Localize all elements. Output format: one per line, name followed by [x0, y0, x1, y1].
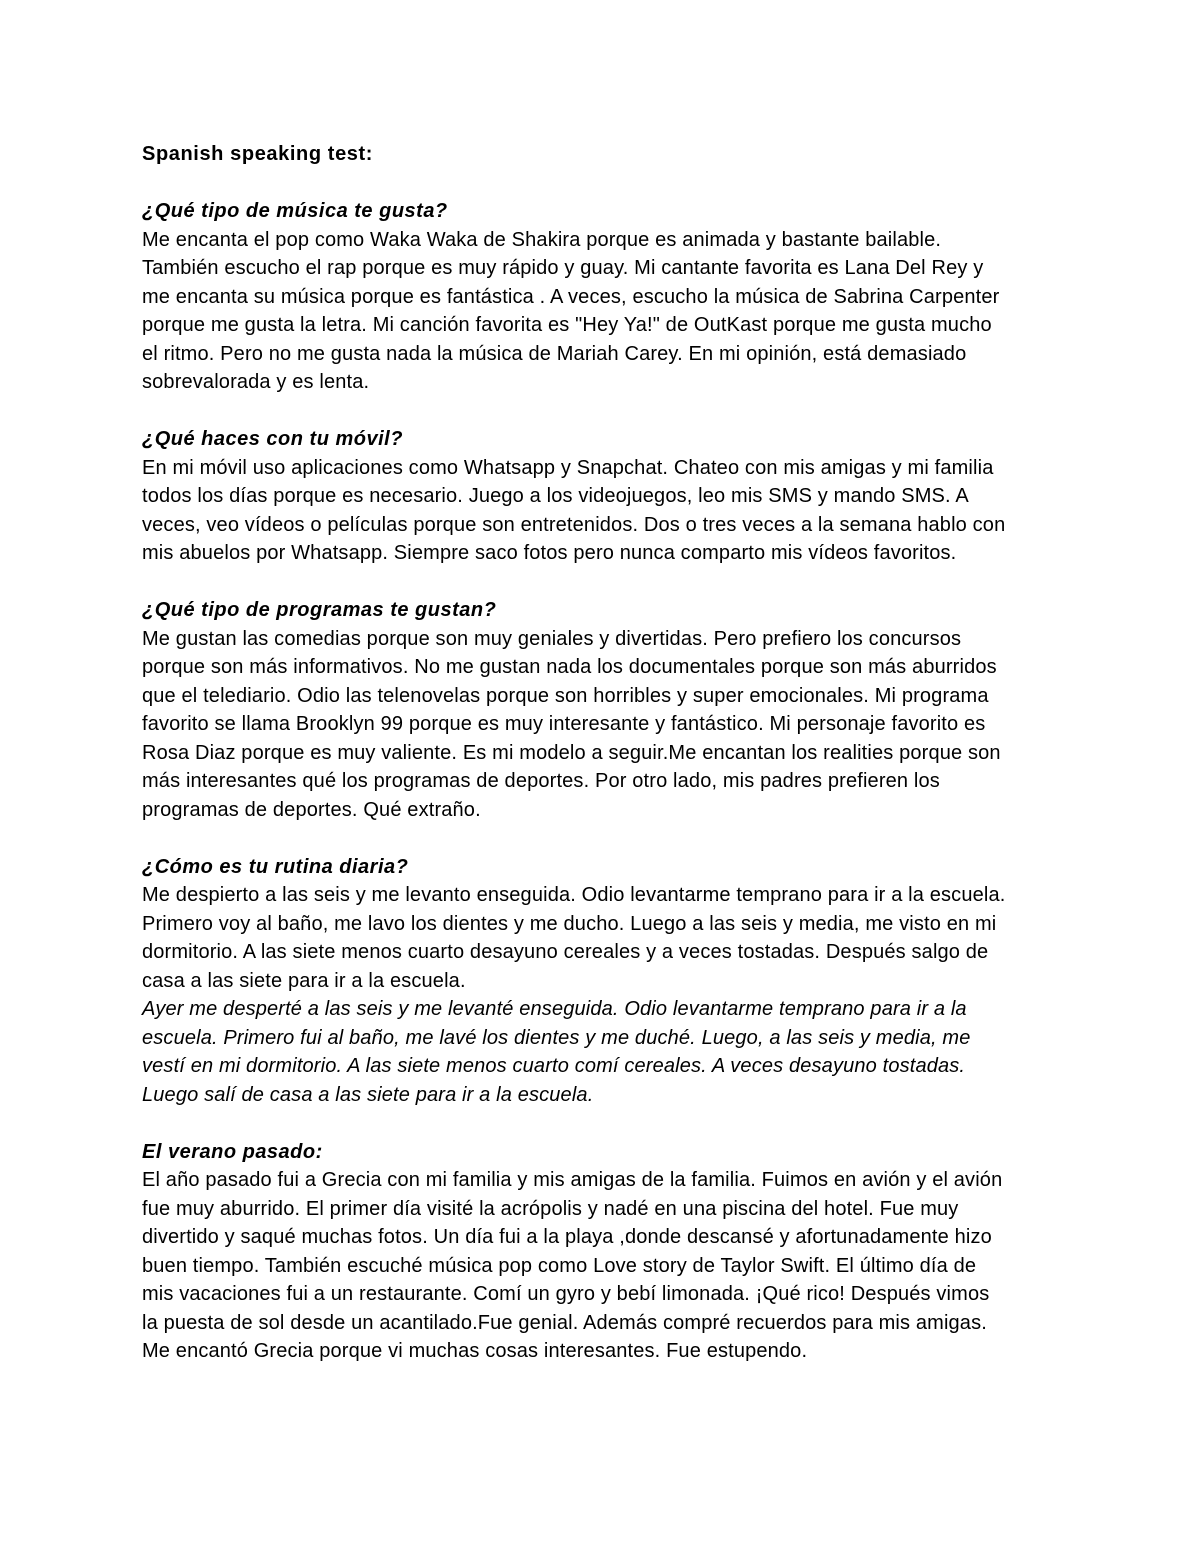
spacer: [142, 568, 1072, 597]
document-page: [142, 140, 1072, 1366]
paragraph-line: porque son más informativos. No me gustan nada los documentales porque son más aburridos: [142, 656, 997, 678]
paragraph-line: Rosa Diaz porque es muy valiente. Es mi modelo a seguir.Me encantan los realities porque son: [142, 741, 1001, 764]
section-question: ¿Qué tipo de música te gusta?: [142, 200, 448, 222]
italic-paragraph-line: Luego salí de casa a las siete para ir a la escuela.: [142, 1083, 594, 1106]
paragraph-line: Me encanta el pop como Waka Waka de Shakira porque es animada y bastante bailable.: [142, 228, 942, 251]
paragraph-line: todos los días porque es necesario. Juego a los videojuegos, leo mis SMS y mando SMS. A: [142, 485, 969, 507]
paragraph-line: mis abuelos por Whatsapp. Siempre saco fotos pero nunca comparto mis vídeos favoritos.: [142, 542, 957, 564]
paragraph-line: la puesta de sol desde un acantilado.Fue genial. Además compré recuerdos para mis amigas.: [142, 1311, 987, 1334]
paragraph-line: También escucho el rap porque es muy rápido y guay. Mi cantante favorita es Lana Del Rey y: [142, 257, 984, 279]
paragraph-line: me encanta su música porque es fantástica . A veces, escucho la música de Sabrina Carpenter: [142, 285, 1000, 308]
paragraph-line: más interesantes qué los programas de deportes. Por otro lado, mis padres prefieren los: [142, 770, 940, 792]
paragraph-line: Me gustan las comedias porque son muy geniales y divertidas. Pero prefiero los concursos: [142, 627, 962, 650]
paragraph-line: casa a las siete para ir a la escuela.: [142, 969, 466, 992]
section-question: El verano pasado:: [142, 1140, 323, 1163]
spacer: [142, 397, 1072, 426]
paragraph-line: favorito se llama Brooklyn 99 porque es muy interesante y fantástico. Mi personaje favorito es: [142, 713, 986, 735]
italic-paragraph-line: Ayer me desperté a las seis y me levanté enseguida. Odio levantarme temprano para ir a la: [142, 998, 967, 1020]
section-question: ¿Qué tipo de programas te gustan?: [142, 599, 497, 621]
document-title: Spanish speaking test:: [142, 143, 374, 165]
section-question: ¿Cómo es tu rutina diaria?: [142, 855, 409, 878]
paragraph-line: En mi móvil uso aplicaciones como Whatsapp y Snapchat. Chateo con mis amigas y mi familia: [142, 456, 994, 479]
paragraph-line: Me encantó Grecia porque vi muchas cosas interesantes. Fue estupendo.: [142, 1340, 808, 1362]
paragraph-line: porque me gusta la letra. Mi canción favorita es "Hey Ya!" de OutKast porque me gusta mucho: [142, 314, 992, 336]
paragraph-line: dormitorio. A las siete menos cuarto desayuno cereales y a veces tostadas. Después salgo de: [142, 941, 989, 963]
paragraph-line: Primero voy al baño, me lavo los dientes y me ducho. Luego a las seis y media, me visto en mi: [142, 912, 997, 935]
paragraph-line: el ritmo. Pero no me gusta nada la música de Mariah Carey. En mi opinión, está demasiado: [142, 342, 967, 365]
italic-paragraph-line: vestí en mi dormitorio. A las siete menos cuarto comí cereales. A veces desayuno tostadas.: [142, 1055, 966, 1077]
paragraph-line: divertido y saqué muchas fotos. Un día fui a la playa ,donde descansé y afortunadamente hizo: [142, 1226, 992, 1248]
paragraph-line: mis vacaciones fui a un restaurante. Comí un gyro y bebí limonada. ¡Qué rico! Después vimos: [142, 1283, 990, 1305]
paragraph-line: veces, veo vídeos o películas porque son entretenidos. Dos o tres veces a la semana hablo con: [142, 513, 1006, 536]
paragraph-line: sobrevalorada y es lenta.: [142, 371, 370, 393]
paragraph-line: fue muy aburrido. El primer día visité la acrópolis y nadé en una piscina del hotel. Fue muy: [142, 1197, 959, 1220]
spacer: [142, 169, 1072, 198]
section-question: ¿Qué haces con tu móvil?: [142, 428, 403, 450]
italic-paragraph-line: escuela. Primero fui al baño, me lavé los dientes y me duché. Luego, a las seis y media, me: [142, 1026, 971, 1049]
spacer: [142, 1109, 1072, 1138]
paragraph-line: El año pasado fui a Grecia con mi familia y mis amigas de la familia. Fuimos en avión y el avión: [142, 1169, 1003, 1191]
paragraph-line: programas de deportes. Qué extraño.: [142, 798, 481, 821]
paragraph-line: buen tiempo. También escuché música pop como Love story de Taylor Swift. El último día de: [142, 1254, 977, 1277]
paragraph-line: Me despierto a las seis y me levanto enseguida. Odio levantarme temprano para ir a la escuela.: [142, 884, 1006, 906]
spacer: [142, 824, 1072, 853]
paragraph-line: que el telediario. Odio las telenovelas porque son horribles y super emocionales. Mi programa: [142, 684, 989, 707]
